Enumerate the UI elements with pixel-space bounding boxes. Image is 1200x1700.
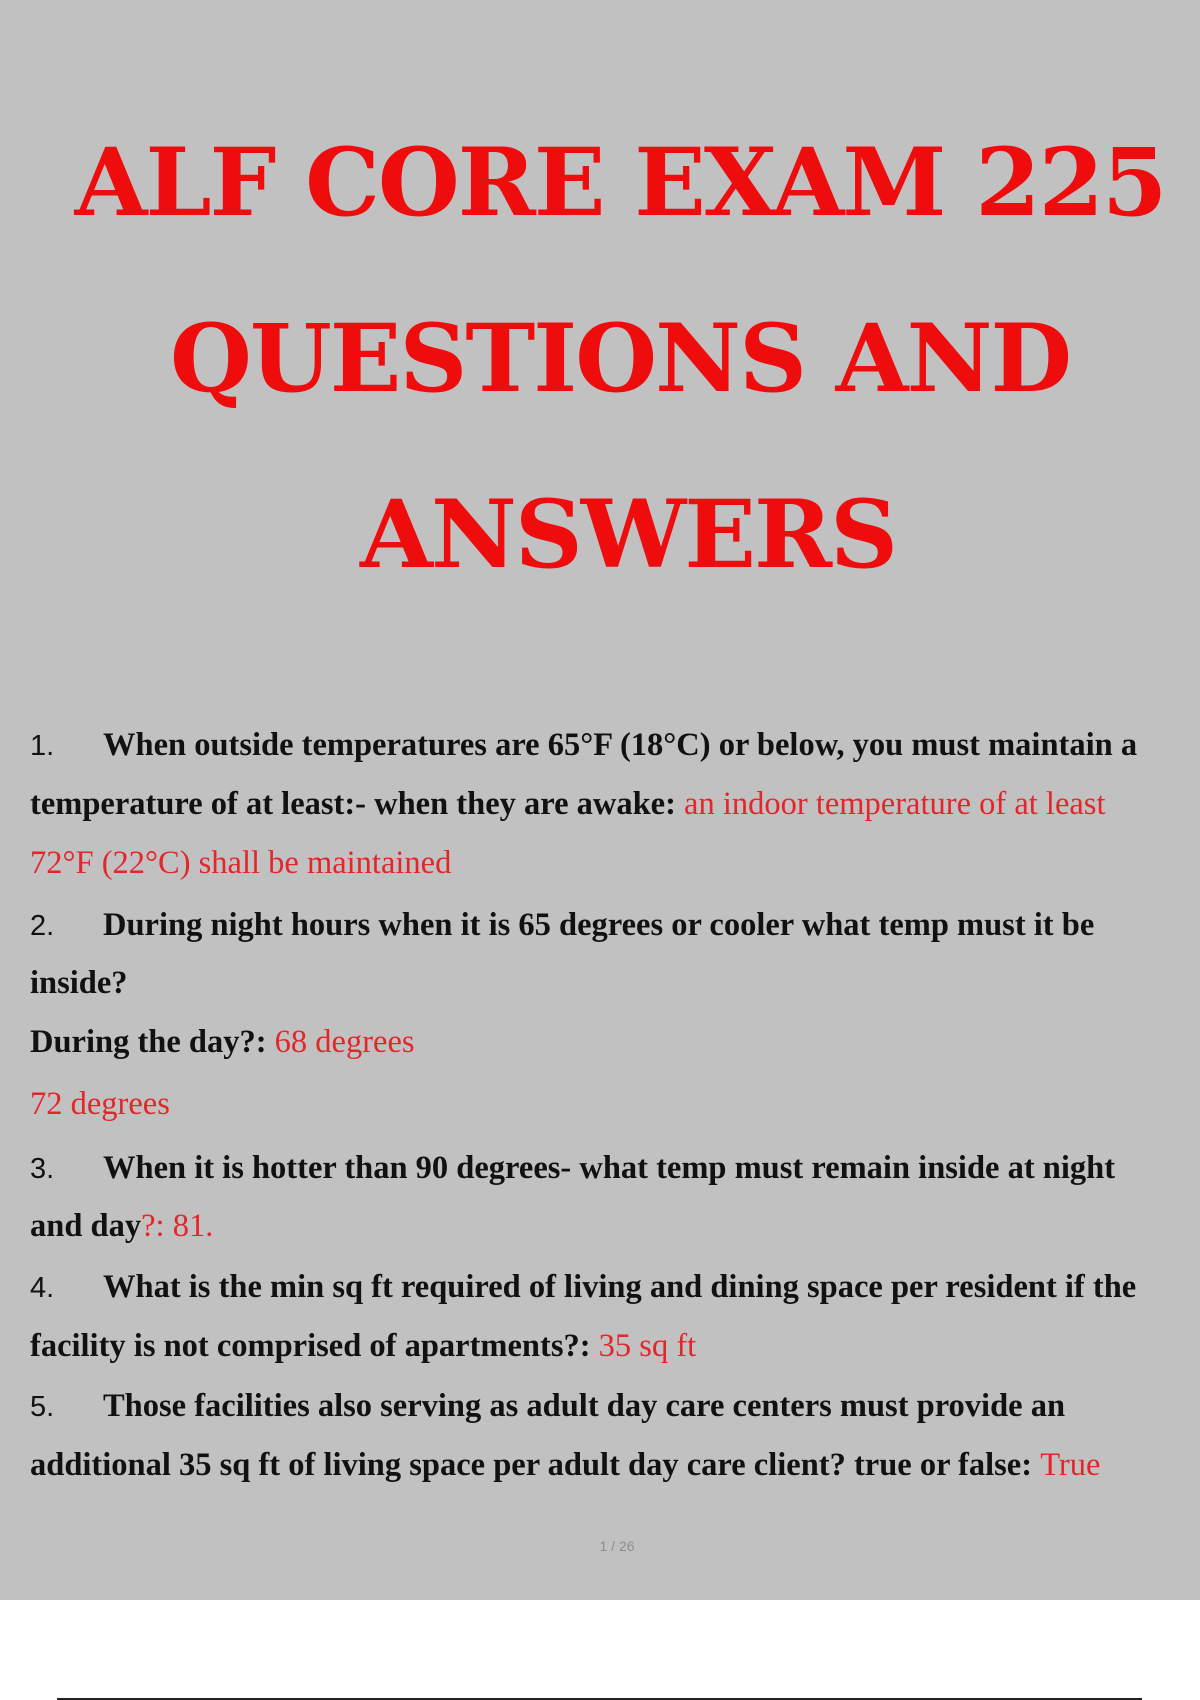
question-2-line-3 <box>30 1026 415 1059</box>
question-1 <box>30 729 1137 762</box>
question-text: During night hours when it is 65 degrees or cooler what temp must it be <box>103 907 1095 943</box>
question-text: inside? <box>30 965 128 1001</box>
question-text: When it is hotter than 90 degrees- what temp must remain inside at night <box>103 1150 1116 1186</box>
question-4-line-2 <box>30 1330 696 1363</box>
question-number: 2. <box>30 910 55 942</box>
question-text: facility is not comprised of apartments?: <box>30 1328 599 1364</box>
answer-text: 35 sq ft <box>598 1328 697 1364</box>
answer-text: 68 degrees <box>274 1024 415 1060</box>
page-indicator: 1 / 26 <box>599 1538 635 1554</box>
question-3 <box>30 1152 1115 1185</box>
question-number: 1. <box>30 730 55 762</box>
question-2 <box>30 909 1094 942</box>
title-line-3: ANSWERS <box>360 480 896 590</box>
question-3-line-2 <box>30 1210 213 1243</box>
question-1-line-2 <box>30 788 1105 821</box>
answer-text: an indoor temperature of at least <box>684 786 1106 822</box>
question-text: When outside temperatures are 65°F (18°C) or below, you must maintain a <box>103 727 1138 763</box>
question-number: 4. <box>30 1272 55 1304</box>
answer-text: True <box>1040 1447 1101 1483</box>
question-text: What is the min sq ft required of living and dining space per resident if the <box>103 1269 1137 1305</box>
question-5 <box>30 1390 1065 1423</box>
question-text: Those facilities also serving as adult day care centers must provide an <box>103 1388 1066 1424</box>
answer-text: ?: 81. <box>141 1208 214 1244</box>
question-text: additional 35 sq ft of living space per adult day care client? true or false: <box>30 1447 1041 1483</box>
question-text: During the day?: <box>30 1024 275 1060</box>
title-line-2: QUESTIONS AND <box>169 304 1071 414</box>
question-number: 3. <box>30 1153 55 1185</box>
question-5-line-2 <box>30 1449 1100 1482</box>
answer-text: 72°F (22°C) shall be maintained <box>30 845 452 881</box>
answer-text: 72 degrees <box>30 1086 170 1122</box>
question-text: and day <box>30 1208 142 1244</box>
question-text: temperature of at least:- when they are awake: <box>30 786 685 822</box>
title-line-1: ALF CORE EXAM 225 <box>74 128 1166 238</box>
question-4 <box>30 1271 1136 1304</box>
question-number: 5. <box>30 1391 55 1423</box>
